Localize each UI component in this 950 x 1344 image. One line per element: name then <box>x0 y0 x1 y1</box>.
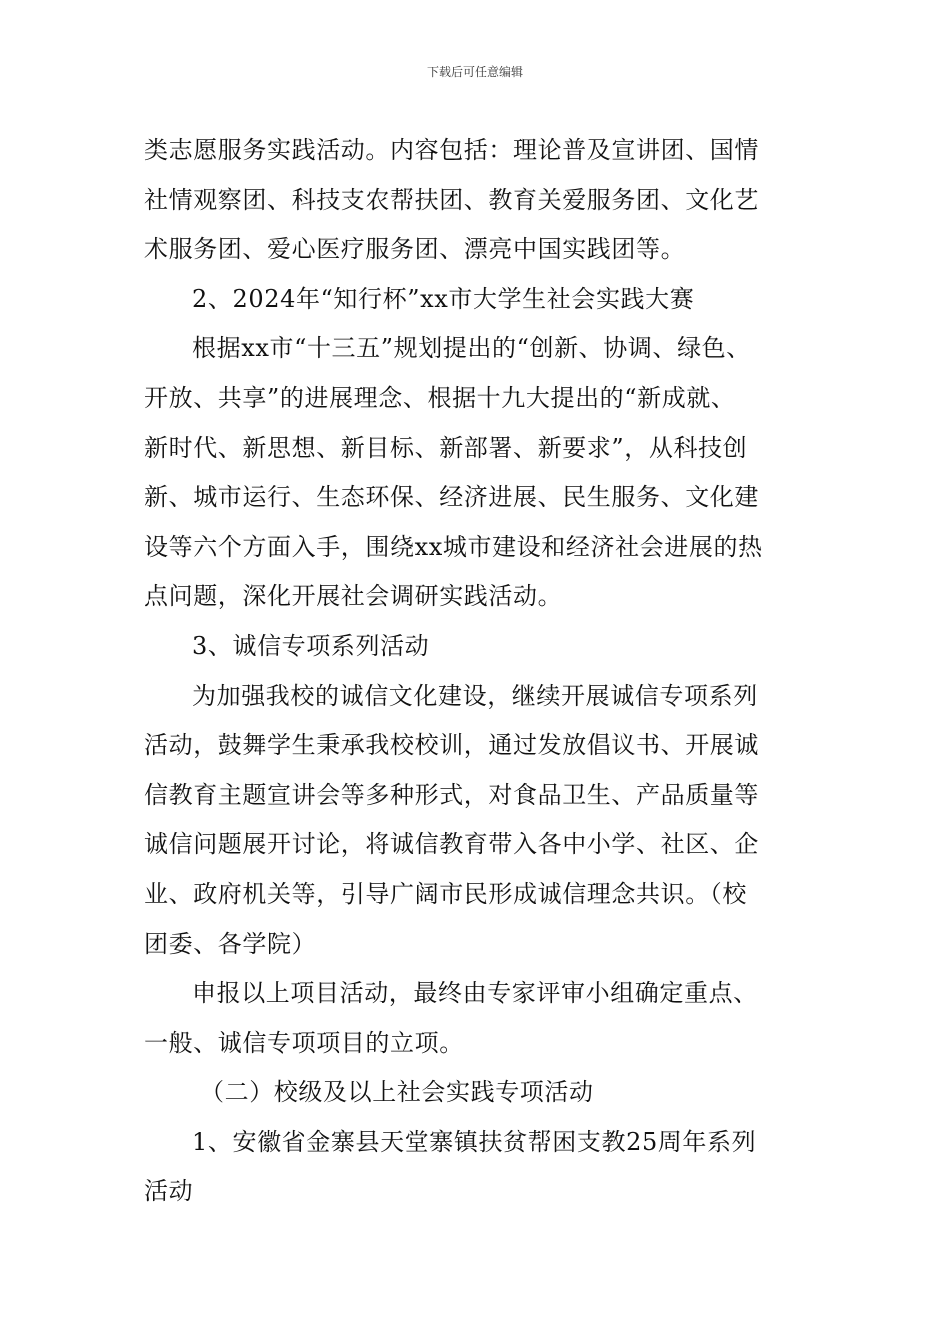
section-heading: 3、诚信专项系列活动 <box>192 631 430 660</box>
text-line: 一般、诚信专项项目的立项。 <box>144 1028 464 1057</box>
text-line: 类志愿服务实践活动。内容包括：理论普及宣讲团、国情 <box>144 136 759 164</box>
text-line: 新时代、新思想、新目标、新部署、新要求”，从科技创 <box>144 433 748 462</box>
document-body <box>144 126 824 1217</box>
text-line: 活动 <box>144 1177 194 1206</box>
text-line: 点问题，深化开展社会调研实践活动。 <box>144 582 563 611</box>
text-line: 诚信问题展开讨论，将诚信教育带入各中小学、社区、企 <box>144 830 759 859</box>
section-heading: 1、安徽省金寨县天堂寨镇扶贫帮困支教25周年系列 <box>192 1127 757 1156</box>
paragraph-start: 为加强我校的诚信文化建设，继续开展诚信专项系列 <box>192 681 758 710</box>
text-line: 社情观察团、科技支农帮扶团、教育关爱服务团、文化艺 <box>144 185 759 214</box>
text-line: 术服务团、爱心医疗服务团、漂亮中国实践团等。 <box>144 235 686 264</box>
text-line: 业、政府机关等，引导广阔市民形成诚信理念共识。（校 <box>144 879 747 908</box>
section-heading: （二）校级及以上社会实践专项活动 <box>200 1078 594 1107</box>
text-line: 信教育主题宣讲会等多种形式，对食品卫生、产品质量等 <box>144 780 759 809</box>
text-line: 开放、共享”的进展理念、根据十九大提出的“新成就、 <box>144 383 736 412</box>
page-header-note: 下载后可任意编辑 <box>426 65 523 79</box>
paragraph-start: 申报以上项目活动，最终由专家评审小组确定重点、 <box>192 979 758 1008</box>
section-heading: 2、2024年“知行杯”xx市大学生社会实践大赛 <box>192 284 695 313</box>
text-line: 设等六个方面入手，围绕xx城市建设和经济社会进展的热 <box>144 532 763 561</box>
paragraph-start: 根据xx市“十三五”规划提出的“创新、协调、绿色、 <box>192 334 751 363</box>
text-line: 新、城市运行、生态环保、经济进展、民生服务、文化建 <box>144 483 759 512</box>
text-line: 团委、各学院） <box>144 929 317 958</box>
text-line: 活动，鼓舞学生秉承我校校训，通过发放倡议书、开展诚 <box>144 731 759 760</box>
